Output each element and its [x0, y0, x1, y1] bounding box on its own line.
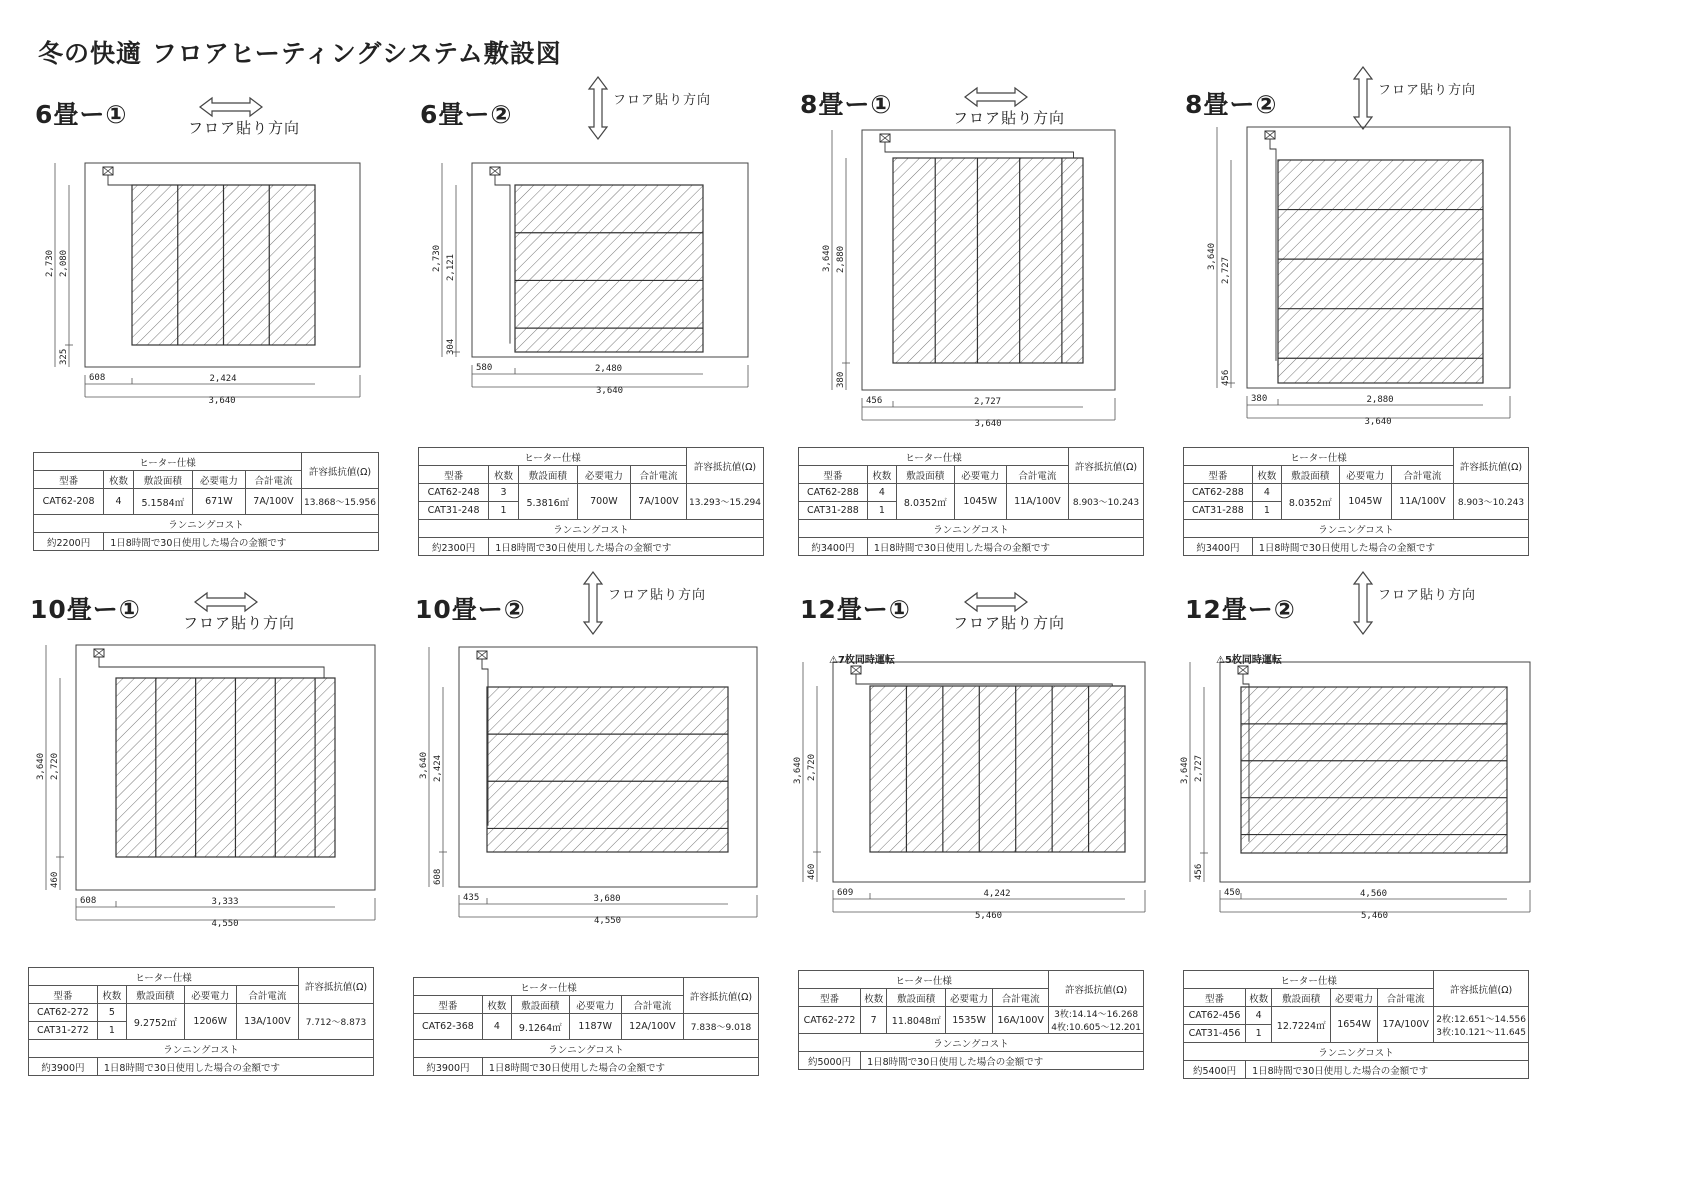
col-current: 合計電流 — [236, 986, 298, 1004]
warning-text: 5枚同時運転 — [1224, 655, 1282, 666]
wiring-line — [885, 142, 1074, 158]
col-power: 必要電力 — [954, 466, 1006, 484]
room-title: 12畳ー② — [1185, 595, 1296, 624]
area-cell: 9.2752㎡ — [126, 1004, 184, 1040]
floor-direction-label: フロア貼り方向 — [953, 614, 1066, 632]
heater-area — [1241, 687, 1507, 853]
resist-cell: 2枚:12.651〜14.556 3枚:10.121〜11.645 — [1434, 1007, 1529, 1043]
cost-value: 約3400円 — [799, 538, 868, 556]
col-power: 必要電力 — [577, 466, 630, 484]
resist-header: 許容抵抗値(Ω) — [687, 448, 764, 484]
spec-header: ヒーター仕様 — [799, 971, 1049, 989]
running-cost-header: ランニングコスト — [414, 1040, 759, 1058]
dim-heater-height: 2,720 — [807, 753, 817, 781]
col-current: 合計電流 — [621, 996, 683, 1014]
room-title: 6畳ー① — [35, 100, 128, 129]
col-count: 枚数 — [489, 466, 519, 484]
vertical-arrow-icon — [589, 77, 607, 139]
warning-label — [829, 651, 895, 666]
model-cell: CAT62-272 — [799, 1007, 861, 1034]
dim-bottom-margin: 460 — [807, 863, 817, 880]
cost-value: 約3900円 — [29, 1058, 98, 1076]
dim-bottom-margin: 380 — [836, 371, 846, 388]
running-cost-header: ランニングコスト — [799, 520, 1144, 538]
resist-cell: 3枚:14.14〜16.268 4枚:10.605〜12.201 — [1049, 1007, 1144, 1034]
spec-header: ヒーター仕様 — [29, 968, 299, 986]
dim-bottom-margin: 608 — [433, 868, 443, 885]
dim-heater-height: 2,121 — [446, 253, 456, 281]
col-model: 型番 — [1184, 466, 1253, 484]
room-title: 12畳ー① — [800, 595, 911, 624]
dim-bottom-margin: 456 — [1194, 863, 1204, 880]
heater-spec-table — [28, 967, 374, 1076]
dim-heater-height: 2,727 — [1194, 754, 1204, 782]
area-cell: 5.3816㎡ — [518, 484, 577, 520]
col-count: 枚数 — [867, 466, 896, 484]
count-cell: 1 — [867, 502, 896, 520]
dim-total-height: 3,640 — [822, 244, 832, 272]
model-cell: CAT62-272 — [29, 1004, 98, 1022]
room-panel-6-1 — [35, 95, 415, 640]
resist-cell: 13.293〜15.294 — [687, 484, 764, 520]
model-cell: CAT62-248 — [419, 484, 489, 502]
dim-heater-width: 2,727 — [974, 397, 1002, 407]
current-cell: 7A/100V — [630, 484, 686, 520]
count-cell: 7 — [861, 1007, 887, 1034]
col-current: 合計電流 — [245, 471, 301, 489]
room-panel-8-2 — [1185, 85, 1565, 630]
count-cell: 4 — [482, 1014, 511, 1040]
col-power: 必要電力 — [192, 471, 245, 489]
model-cell: CAT62-288 — [799, 484, 868, 502]
resist-cell: 7.712〜8.873 — [299, 1004, 374, 1040]
col-model: 型番 — [799, 989, 861, 1007]
vertical-arrow-icon — [1354, 67, 1372, 129]
dim-left-margin: 609 — [837, 888, 854, 898]
col-count: 枚数 — [104, 471, 134, 489]
power-cell: 1187W — [569, 1014, 621, 1040]
heater-spec-table — [413, 977, 759, 1076]
power-cell: 1045W — [954, 484, 1006, 520]
warning-text: 7枚同時運転 — [837, 655, 895, 666]
col-current: 合計電流 — [1391, 466, 1453, 484]
col-power: 必要電力 — [569, 996, 621, 1014]
area-cell: 8.0352㎡ — [896, 484, 954, 520]
cost-note: 1日8時間で30日使用した場合の金額です — [1246, 1061, 1529, 1079]
dim-left-margin: 456 — [866, 396, 883, 406]
wiring-line — [495, 175, 510, 344]
dim-total-width: 5,460 — [1361, 911, 1389, 921]
resist-header: 許容抵抗値(Ω) — [1454, 448, 1529, 484]
horizontal-arrow-icon — [965, 88, 1027, 106]
dim-heater-width: 2,480 — [595, 364, 623, 374]
col-count: 枚数 — [97, 986, 126, 1004]
dim-total-height: 2,730 — [45, 249, 55, 277]
spec-header: ヒーター仕様 — [1184, 448, 1454, 466]
power-cell: 700W — [577, 484, 630, 520]
heater-area — [487, 687, 728, 852]
heater-spec-table — [1183, 970, 1529, 1079]
model-cell: CAT31-248 — [419, 502, 489, 520]
count-cell: 3 — [489, 484, 519, 502]
running-cost-header: ランニングコスト — [419, 520, 764, 538]
dim-heater-height: 2,424 — [433, 754, 443, 782]
dim-heater-height: 2,880 — [836, 245, 846, 273]
col-area: 敷設面積 — [887, 989, 946, 1007]
floor-direction-label: フロア貼り方向 — [188, 119, 301, 137]
col-model: 型番 — [419, 466, 489, 484]
cost-note: 1日8時間で30日使用した場合の金額です — [97, 1058, 373, 1076]
col-count: 枚数 — [861, 989, 887, 1007]
col-current: 合計電流 — [1006, 466, 1068, 484]
resist-cell: 8.903〜10.243 — [1069, 484, 1144, 520]
dim-heater-height: 2,080 — [59, 249, 69, 277]
heater-spec-table — [798, 447, 1144, 556]
dim-total-height: 3,640 — [36, 752, 46, 780]
col-count: 枚数 — [482, 996, 511, 1014]
resist-header: 許容抵抗値(Ω) — [1434, 971, 1529, 1007]
spec-header: ヒーター仕様 — [419, 448, 687, 466]
room-title: 10畳ー① — [30, 595, 141, 624]
heater-area — [515, 185, 703, 352]
horizontal-arrow-icon — [195, 593, 257, 611]
col-power: 必要電力 — [1331, 989, 1378, 1007]
col-area: 敷設面積 — [133, 471, 192, 489]
col-area: 敷設面積 — [1272, 989, 1331, 1007]
room-title: 8畳ー② — [1185, 90, 1278, 119]
current-cell: 7A/100V — [245, 489, 301, 515]
floor-direction-label: フロア貼り方向 — [613, 93, 712, 108]
floor-direction-label: フロア貼り方向 — [1378, 83, 1477, 98]
room-panel-6-2 — [420, 95, 800, 640]
power-cell: 1654W — [1331, 1007, 1378, 1043]
heater-spec-table — [33, 452, 379, 551]
heater-spec-table — [418, 447, 764, 556]
cost-note: 1日8時間で30日使用した場合の金額です — [482, 1058, 758, 1076]
resist-header: 許容抵抗値(Ω) — [684, 978, 759, 1014]
resist-header: 許容抵抗値(Ω) — [299, 968, 374, 1004]
power-cell: 1535W — [946, 1007, 993, 1034]
resist-cell: 7.838〜9.018 — [684, 1014, 759, 1040]
warning-icon: ⚠ — [829, 655, 838, 666]
cost-note: 1日8時間で30日使用した場合の金額です — [489, 538, 764, 556]
warning-icon: ⚠ — [1216, 655, 1225, 666]
current-cell: 12A/100V — [621, 1014, 683, 1040]
count-cell: 1 — [97, 1022, 126, 1040]
dim-total-height: 3,640 — [419, 751, 429, 779]
col-current: 合計電流 — [993, 989, 1049, 1007]
room-panel-10-1 — [30, 590, 410, 1135]
cost-value: 約3400円 — [1184, 538, 1253, 556]
running-cost-header: ランニングコスト — [1184, 520, 1529, 538]
cost-value: 約2200円 — [34, 533, 104, 551]
page-title: 冬の快適 フロアヒーティングシステム敷設図 — [38, 39, 562, 68]
spec-header: ヒーター仕様 — [1184, 971, 1434, 989]
resist-header: 許容抵抗値(Ω) — [1049, 971, 1144, 1007]
spec-header: ヒーター仕様 — [34, 453, 302, 471]
col-model: 型番 — [799, 466, 868, 484]
col-model: 型番 — [34, 471, 104, 489]
cost-value: 約5400円 — [1184, 1061, 1246, 1079]
count-cell: 4 — [104, 489, 134, 515]
count-cell: 1 — [1252, 502, 1281, 520]
model-cell: CAT31-456 — [1184, 1025, 1246, 1043]
resist-header: 許容抵抗値(Ω) — [1069, 448, 1144, 484]
dim-total-height: 3,640 — [1207, 242, 1217, 270]
heater-area — [116, 678, 335, 857]
dim-bottom-margin: 460 — [50, 871, 60, 888]
room-panel-10-2 — [415, 590, 795, 1135]
dim-heater-width: 3,333 — [211, 897, 239, 907]
col-current: 合計電流 — [1378, 989, 1434, 1007]
resist-cell: 13.868〜15.956 — [302, 489, 379, 515]
dim-total-width: 3,640 — [1364, 417, 1392, 427]
room-title: 10畳ー② — [415, 595, 526, 624]
col-power: 必要電力 — [946, 989, 993, 1007]
col-area: 敷設面積 — [126, 986, 184, 1004]
room-title: 8畳ー① — [800, 90, 893, 119]
dim-total-width: 3,640 — [208, 396, 236, 406]
horizontal-arrow-icon — [200, 98, 262, 116]
room-panel-12-2 — [1180, 588, 1565, 1135]
model-cell: CAT62-456 — [1184, 1007, 1246, 1025]
dim-total-height: 3,640 — [793, 756, 803, 784]
area-cell: 9.1264㎡ — [511, 1014, 569, 1040]
dim-left-margin: 380 — [1251, 394, 1268, 404]
dim-total-width: 4,550 — [594, 916, 622, 926]
dim-bottom-margin: 456 — [1221, 369, 1231, 386]
dim-heater-width: 4,560 — [1360, 889, 1388, 899]
dim-bottom-margin: 304 — [446, 338, 456, 355]
floor-direction-label: フロア貼り方向 — [608, 588, 707, 603]
spec-header: ヒーター仕様 — [799, 448, 1069, 466]
model-cell: CAT31-272 — [29, 1022, 98, 1040]
dim-total-width: 5,460 — [975, 911, 1003, 921]
count-cell: 4 — [1252, 484, 1281, 502]
power-cell: 1045W — [1339, 484, 1391, 520]
cost-note: 1日8時間で30日使用した場合の金額です — [861, 1052, 1144, 1070]
col-count: 枚数 — [1246, 989, 1272, 1007]
model-cell: CAT31-288 — [799, 502, 868, 520]
running-cost-header: ランニングコスト — [1184, 1043, 1529, 1061]
heater-area — [870, 686, 1125, 852]
model-cell: CAT31-288 — [1184, 502, 1253, 520]
current-cell: 13A/100V — [236, 1004, 298, 1040]
model-cell: CAT62-208 — [34, 489, 104, 515]
current-cell: 16A/100V — [993, 1007, 1049, 1034]
cost-value: 約3900円 — [414, 1058, 483, 1076]
wiring-line — [108, 175, 306, 185]
col-model: 型番 — [414, 996, 483, 1014]
running-cost-header: ランニングコスト — [799, 1034, 1144, 1052]
dim-total-height: 2,730 — [432, 244, 442, 272]
floor-plan-drawing — [35, 95, 415, 640]
cost-note: 1日8時間で30日使用した場合の金額です — [867, 538, 1143, 556]
count-cell: 5 — [97, 1004, 126, 1022]
col-power: 必要電力 — [1339, 466, 1391, 484]
area-cell: 12.7224㎡ — [1272, 1007, 1331, 1043]
area-cell: 5.1584㎡ — [133, 489, 192, 515]
floor-direction-label: フロア貼り方向 — [183, 614, 296, 632]
vertical-arrow-icon — [584, 572, 602, 634]
dim-total-width: 4,550 — [211, 919, 239, 929]
dim-heater-width: 4,242 — [983, 889, 1011, 899]
col-count: 枚数 — [1252, 466, 1281, 484]
model-cell: CAT62-368 — [414, 1014, 483, 1040]
dim-left-margin: 435 — [463, 893, 480, 903]
col-area: 敷設面積 — [511, 996, 569, 1014]
heater-area — [1278, 160, 1483, 383]
resist-header: 許容抵抗値(Ω) — [302, 453, 379, 489]
floor-direction-label: フロア貼り方向 — [953, 109, 1066, 127]
col-current: 合計電流 — [630, 466, 686, 484]
horizontal-arrow-icon — [965, 593, 1027, 611]
count-cell: 4 — [1246, 1007, 1272, 1025]
cost-note: 1日8時間で30日使用した場合の金額です — [104, 533, 379, 551]
area-cell: 11.8048㎡ — [887, 1007, 946, 1034]
floor-direction-label: フロア貼り方向 — [1378, 588, 1477, 603]
warning-label — [1216, 651, 1282, 666]
model-cell: CAT62-288 — [1184, 484, 1253, 502]
count-cell: 1 — [489, 502, 519, 520]
spec-header: ヒーター仕様 — [414, 978, 684, 996]
current-cell: 11A/100V — [1391, 484, 1453, 520]
running-cost-header: ランニングコスト — [29, 1040, 374, 1058]
power-cell: 671W — [192, 489, 245, 515]
power-cell: 1206W — [184, 1004, 236, 1040]
resist-cell: 8.903〜10.243 — [1454, 484, 1529, 520]
dim-heater-width: 2,424 — [209, 374, 237, 384]
col-area: 敷設面積 — [1281, 466, 1339, 484]
dim-heater-width: 3,680 — [593, 894, 621, 904]
running-cost-header: ランニングコスト — [34, 515, 379, 533]
col-model: 型番 — [29, 986, 98, 1004]
current-cell: 11A/100V — [1006, 484, 1068, 520]
col-area: 敷設面積 — [518, 466, 577, 484]
dim-heater-height: 2,720 — [50, 752, 60, 780]
room-panel-12-1 — [793, 590, 1180, 1135]
dim-heater-width: 2,880 — [1366, 395, 1394, 405]
cost-note: 1日8時間で30日使用した場合の金額です — [1252, 538, 1528, 556]
dim-total-height: 3,640 — [1180, 756, 1190, 784]
wiring-line — [1270, 139, 1276, 361]
dim-bottom-margin: 325 — [59, 348, 69, 365]
heater-spec-table — [798, 970, 1144, 1070]
col-model: 型番 — [1184, 989, 1246, 1007]
room-panel-8-1 — [800, 85, 1180, 630]
current-cell: 17A/100V — [1378, 1007, 1434, 1043]
room-title: 6畳ー② — [420, 100, 513, 129]
cost-value: 約2300円 — [419, 538, 489, 556]
heater-spec-table — [1183, 447, 1529, 556]
vertical-arrow-icon — [1354, 572, 1372, 634]
col-area: 敷設面積 — [896, 466, 954, 484]
dim-left-margin: 450 — [1224, 888, 1241, 898]
area-cell: 8.0352㎡ — [1281, 484, 1339, 520]
count-cell: 1 — [1246, 1025, 1272, 1043]
wiring-line — [856, 674, 1112, 686]
dim-total-width: 3,640 — [596, 386, 624, 396]
dim-left-margin: 580 — [476, 363, 493, 373]
dim-total-width: 3,640 — [974, 419, 1002, 429]
dim-heater-height: 2,727 — [1221, 256, 1231, 284]
cost-value: 約5000円 — [799, 1052, 861, 1070]
count-cell: 4 — [867, 484, 896, 502]
dim-left-margin: 608 — [80, 896, 97, 906]
col-power: 必要電力 — [184, 986, 236, 1004]
dim-left-margin: 608 — [89, 373, 106, 383]
heater-area — [893, 158, 1083, 363]
wiring-line — [99, 657, 324, 678]
